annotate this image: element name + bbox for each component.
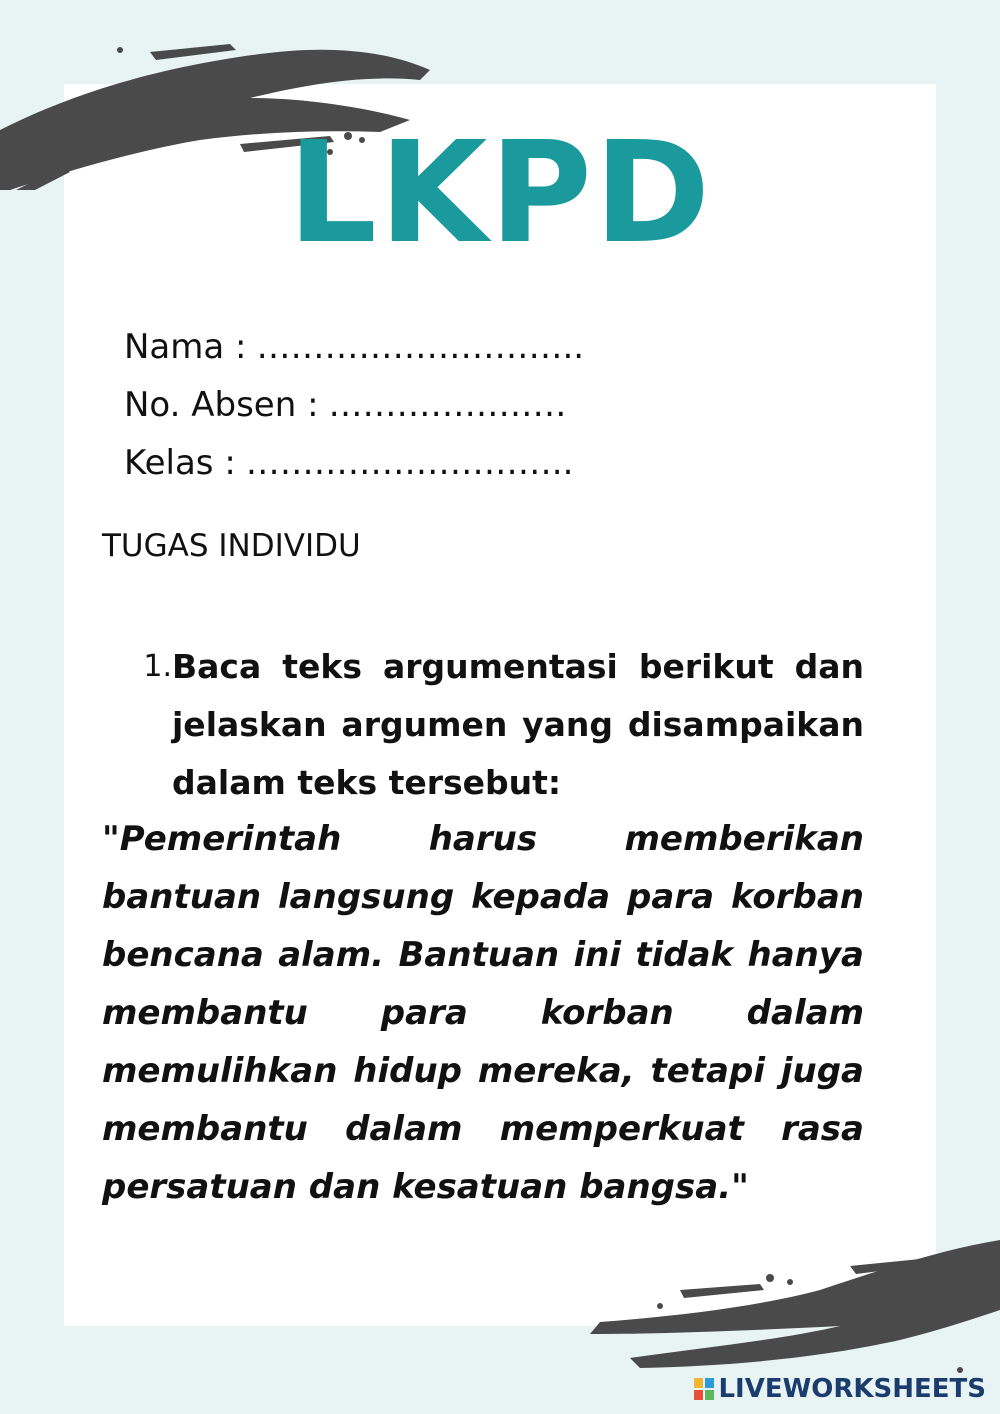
student-info-fields [124,318,584,492]
field-kelas-label: Kelas : [124,443,236,483]
argument-quote [102,810,864,1216]
field-kelas-blank[interactable]: ……………………….. [245,443,574,483]
field-nama [124,318,584,376]
question-list [102,638,864,812]
quote-text: Pemerintah harus memberikan bantuan langsung kepada para korban bencana alam. Bantuan ini tidak hanya membantu para korban dalam memulihkan hidup mereka, tetapi juga membantu dalam memperkuat rasa persatuan dan kesatuan bangsa." [102,819,864,1207]
field-kelas [124,434,584,492]
section-title: TUGAS INDIVIDU [102,528,361,564]
question-number: 1. [143,649,172,684]
watermark-text: LIVEWORKSHEETS [718,1374,986,1404]
liveworksheets-watermark [694,1374,986,1404]
field-nama-label: Nama : [124,327,247,367]
field-nama-blank[interactable]: ……………………….. [256,327,585,367]
quote-open-mark: " [102,819,120,859]
liveworksheets-logo-icon [694,1378,714,1400]
question-item [102,638,864,812]
page-title: LKPD [287,112,713,275]
brush-stroke-bottom [560,1230,1000,1380]
field-no-absen-blank[interactable]: ………………… [328,385,567,425]
field-no-absen-label: No. Absen : [124,385,319,425]
question-text: Baca teks argumentasi berikut dan jelaskan argumen yang disampaikan dalam teks tersebut: [172,647,864,802]
field-no-absen [124,376,584,434]
